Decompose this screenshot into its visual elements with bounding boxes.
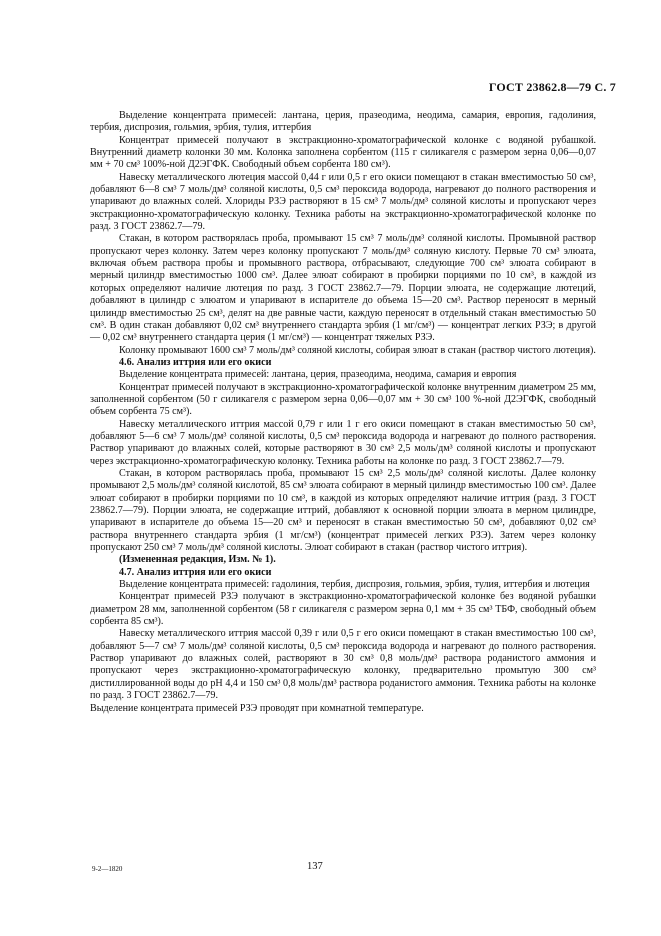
- paragraph: Колонку промывают 1600 см³ 7 моль/дм³ соляной кислоты, собирая элюат в стакан (раствор чистого лютеция).: [119, 344, 596, 356]
- page-header: ГОСТ 23862.8—79 С. 7: [488, 80, 616, 94]
- paragraph: Навеску металлического иттрия массой 0,79 г или 1 г его окиси помещают в стакан вместимостью 50 см³, добавляют 5—6 см³ 7 моль/дм³ соляной кислоты, 0,5 см³ пероксида водорода и нагревают до полного растворения. Раствор упаривают до влажных солей, которые растворяют в 30 см³ 2,5 моль/дм³ соляной кислоты и пропускают через экстракционно-хроматографическую колонку. Техника работы на колонке по разд. 3 ГОСТ 23862.7—79.: [90, 418, 596, 467]
- paragraph: Концентрат примесей РЗЭ получают в экстракционно-хроматографической колонке без водяной рубашки диаметром 28 мм, заполненной сорбентом (58 г силикагеля с размером зерна 0,1 мм + 35 см³ ТБФ, свободный объем сорбента 85 см³).: [90, 591, 596, 628]
- amendment-note: (Измененная редакция, Изм. № 1).: [119, 554, 276, 566]
- paragraph: Стакан, в котором растворялась проба, промывают 15 см³ 2,5 моль/дм³ соляной кислоты. Далее колонку промывают 2,5 моль/дм³ соляной кислотой, 85 см³ элюата собирают в мерный цилиндр вместимостью 100 см³. Далее элюат собирают в пробирки порциями по 10 см³, в каждой из которых определяют наличие иттрия (разд. 3 ГОСТ 23862.7—79). Порции элюата, не содержащие иттрий, добавляют к основной порции элюата в мерном цилиндре, упаривают в испарителе до объема 15—20 см³ и переносят в стакан вместимостью 50 см³, добавляют 0,02 см³ раствора внутреннего стандарта эрбия (1 мг/см³) (концентрат примесей легких РЗЭ). Затем через колонку пропускают 250 см³ 7 моль/дм³ соляной кислоты. Элюат собирают в стакан (раствор чистого иттрия).: [90, 467, 596, 554]
- paragraph: Выделение концентрата примесей: лантана, церия, празеодима, неодима, самария и европия: [119, 369, 517, 381]
- paragraph: Концентрат примесей получают в экстракционно-хроматографической колонке внутренним диаметром 25 мм, заполненной сорбентом (50 г силикагеля с размером зерна 0,06—0,07 мм + 30 см³ 100 %-ной Д2ЭГФК, свободный объем сорбента 75 см³).: [90, 381, 596, 418]
- print-code: 9-2—1820: [92, 865, 123, 873]
- section-heading: 4.7. Анализ иттрия или его окиси: [119, 566, 272, 578]
- paragraph: Концентрат примесей получают в экстракционно-хроматографической колонке с водяной рубашкой. Внутренний диаметр колонки 30 мм. Колонка заполнена сорбентом (115 г силикагеля с размером зерна 0,06—0,07 мм + 70 см³ 100%-ной Д2ЭГФК. Свободный объем сорбента 180 см³).: [90, 134, 596, 171]
- paragraph: Навеску металлического иттрия массой 0,39 г или 0,5 г его окиси помещают в стакан вместимостью 100 см³, добавляют 5—7 см³ 7 моль/дм³ соляной кислоты, 0,5 см³ пероксида водорода и нагревают до полного растворения. Раствор упаривают до влажных солей, растворяют в 30 см³ 0,8 моль/дм³ раствора роданистого аммония и пропускают через экстракционно-хроматографическую колонку, предварительно промытую 300 см³ дистиллированной воды до pH 4,4 и 150 см³ 0,8 моль/дм³ раствора роданистого аммония. Техника работы на колонке по разд. 3 ГОСТ 23862.7—79.: [90, 628, 596, 702]
- paragraph: Навеску металлического лютеция массой 0,44 г или 0,5 г его окиси помещают в стакан вместимостью 50 см³, добавляют 6—8 см³ 7 моль/дм³ соляной кислоты, 0,5 см³ пероксида водорода, нагревают до полного растворения и упаривают до влажных солей. Хлориды РЗЭ растворяют в 15 см³ 7 моль/дм³ соляной кислоты и пропускают через экстракционно-хроматографическую колонку. Техника работы на экстракционно-хроматографической колонке по разд. 3 ГОСТ 23862.7—79.: [90, 171, 596, 233]
- section-heading: 4.6. Анализ иттрия или его окиси: [119, 356, 272, 368]
- document-body: [90, 110, 596, 715]
- paragraph: Выделение концентрата примесей: лантана, церия, празеодима, неодима, самария, европия, гадолиния, тербия, диспрозия, гольмия, эрбия, тулия, иттербия: [90, 110, 596, 134]
- paragraph: Выделение концентрата примесей: гадолиния, тербия, диспрозия, гольмия, эрбия, тулия, иттербия и лютеция: [119, 579, 590, 591]
- paragraph: Выделение концентрата примесей РЗЭ проводят при комнатной температуре.: [90, 702, 424, 714]
- page-number: 137: [307, 861, 323, 872]
- paragraph: Стакан, в котором растворялась проба, промывают 15 см³ 7 моль/дм³ соляной кислоты. Промывной раствор пропускают через колонку. Затем через колонку пропускают 7 моль/дм³ соляную кислоту. Первые 70 см³ элюата, включая объем раствора пробы и промывного раствора, отбрасывают, следующие 700 см³ элюата собирают в мерный цилиндр вместимостью 1000 см³. Далее элюат собирают в пробирки порциями по 10 см³, в каждой из которых определяют наличие лютеция по разд. 3 ГОСТ 23862.7—79. Порции элюата, не содержащие лютеций, добавляют в цилиндр с элюатом и упаривают в испарителе до объема 15—20 см³. Раствор переносят в мерный цилиндр вместимостью 25 см³, делят на две равные части, каждую переносят в отдельный стакан вместимостью 50 см³. В один стакан добавляют 0,02 см³ внутреннего стандарта эрбия (1 мг/см³) — концентрат легких РЗЭ; в другой — 0,02 см³ внутреннего стандарта церия (1 мг/см³) — концентрат тяжелых РЗЭ.: [90, 233, 596, 344]
